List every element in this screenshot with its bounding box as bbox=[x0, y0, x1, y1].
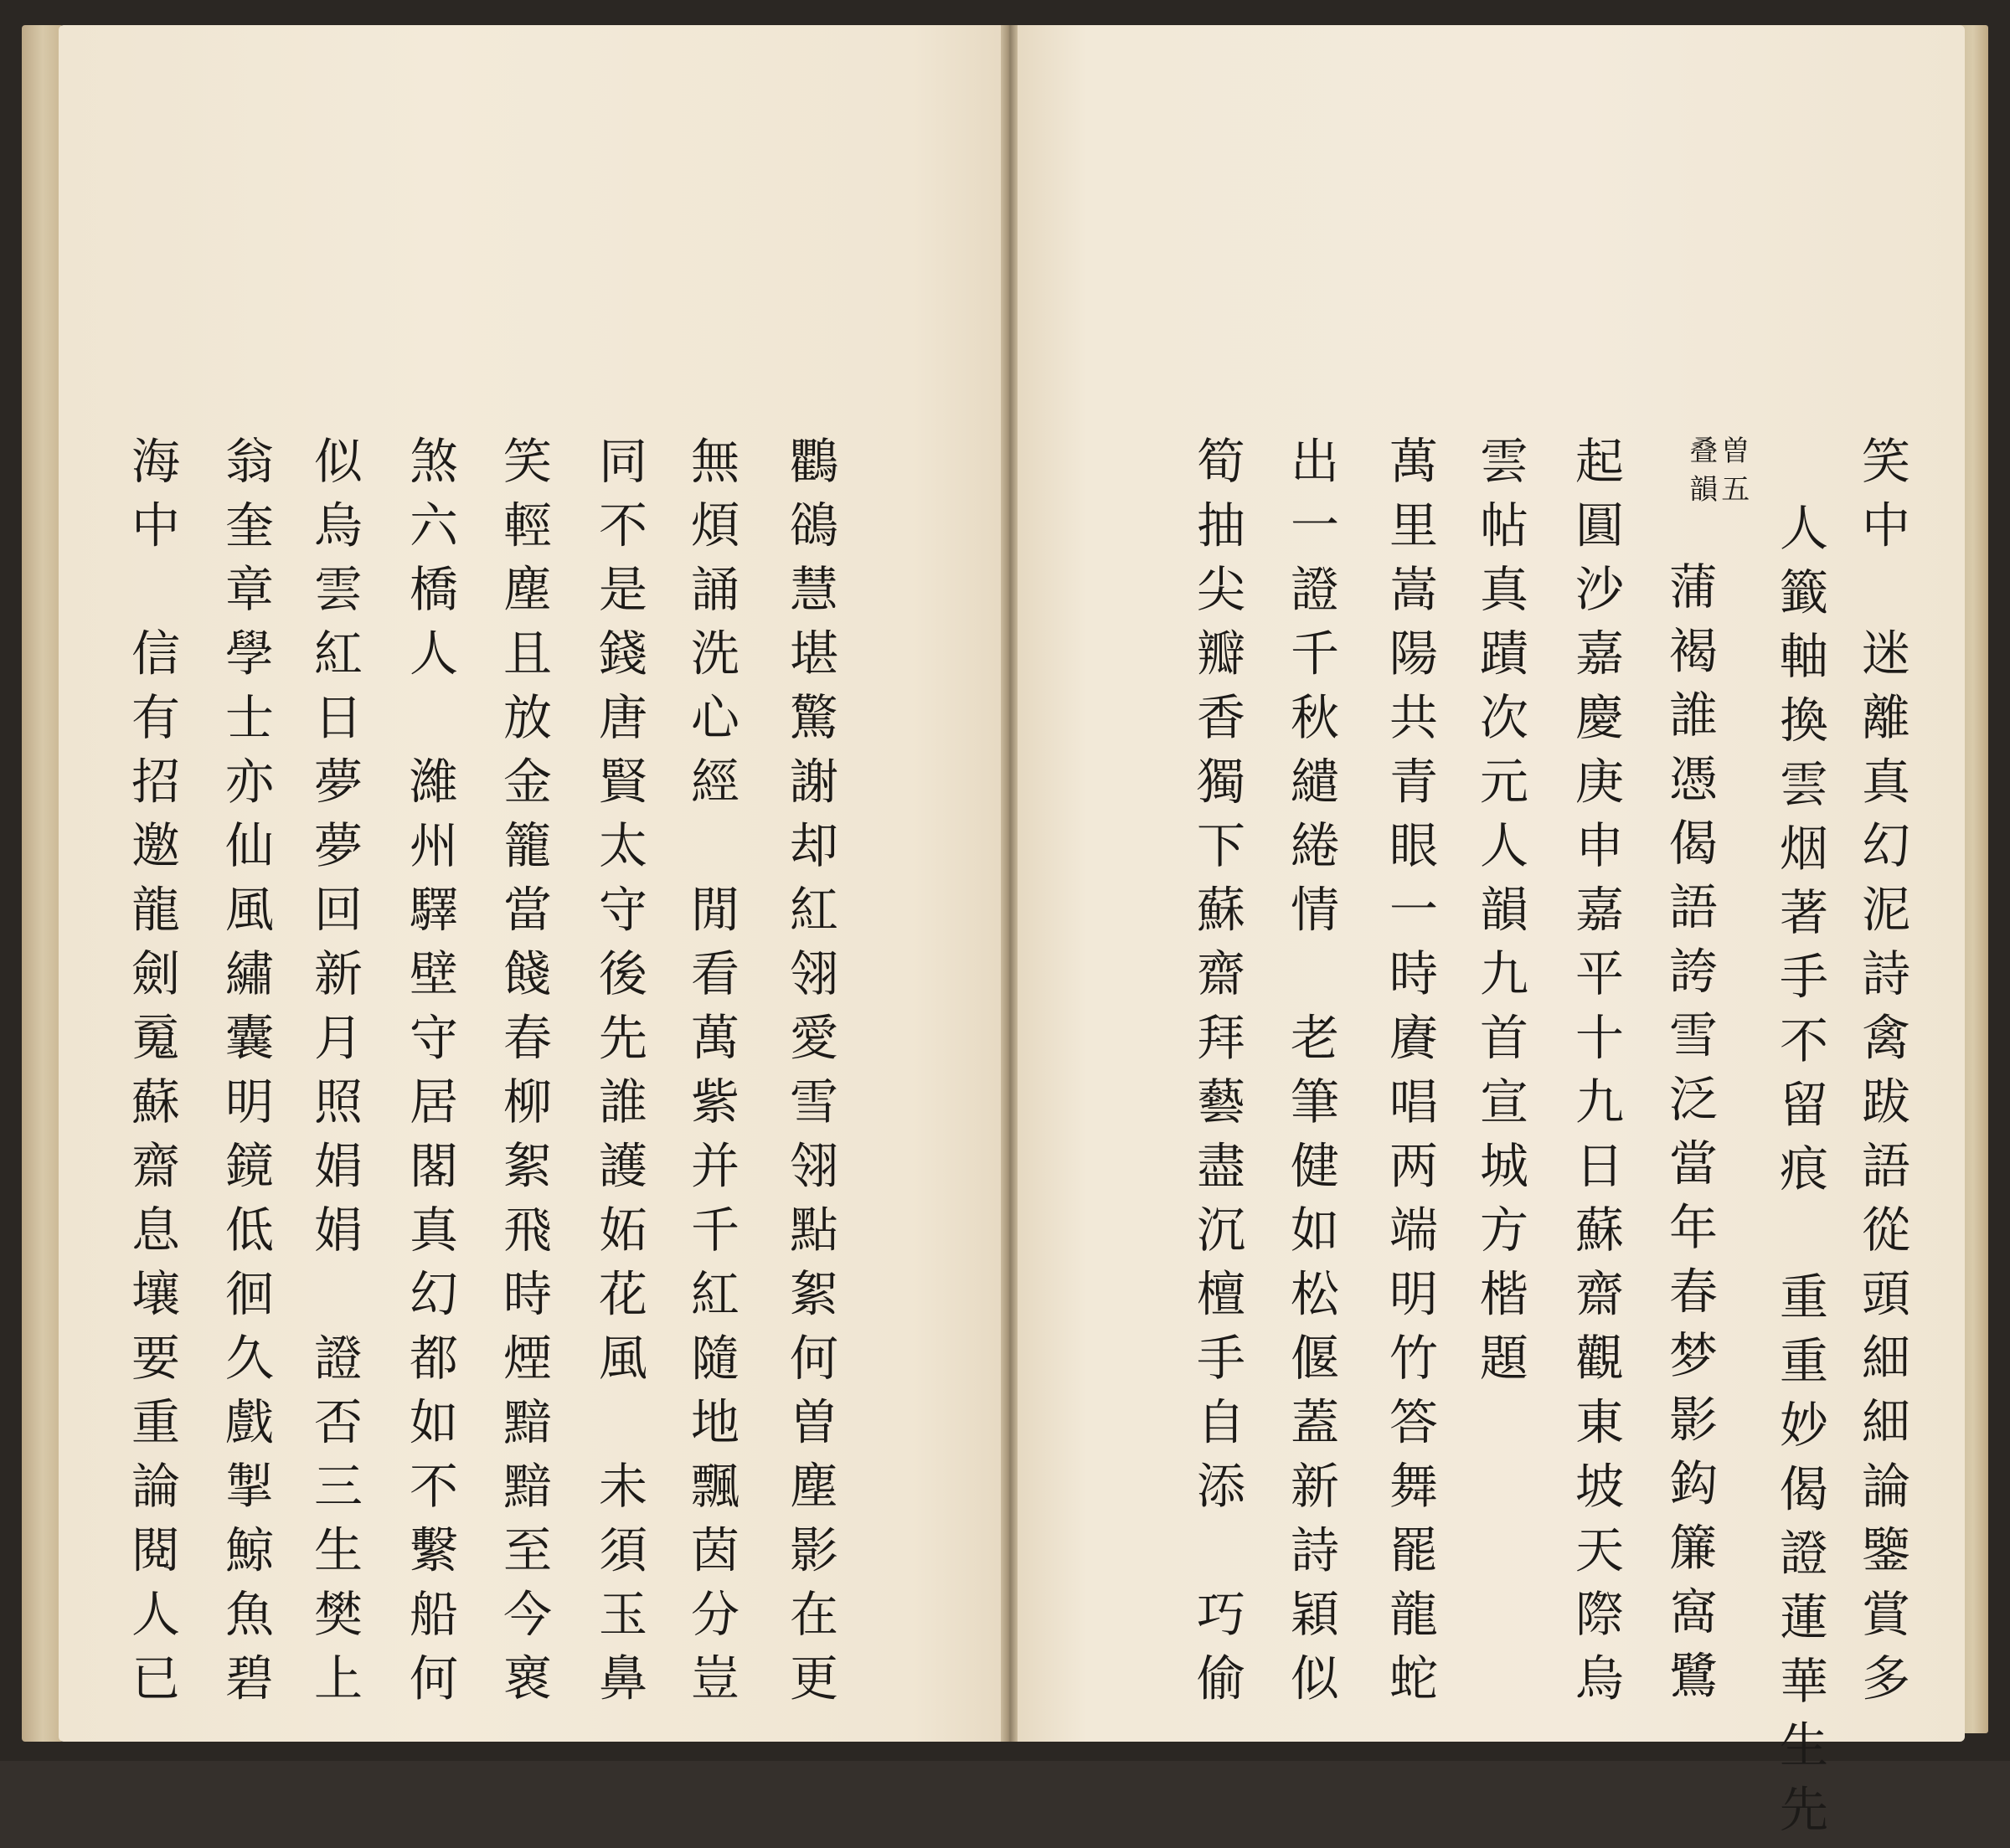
right-column-8: 筍抽尖瓣香獨下蘇齋拜藝盡沉檀手自添 巧偷 bbox=[1188, 435, 1245, 1717]
right-column-3: 蒲褐誰憑偈語誇雪泛當年春梦影鈎簾窩鷺 bbox=[1661, 561, 1718, 1714]
right-column-2: 人籤軸換雲烟著手不留痕 重重妙偈證蓮華生先 bbox=[1771, 502, 1828, 1848]
left-column-1: 鸜鵒慧堪驚謝却紅翎愛雪翎點絮何曽塵影在更 bbox=[781, 435, 838, 1717]
left-page-edge bbox=[22, 25, 64, 1742]
right-column-6: 萬里嵩陽共青眼一時賡唱两端明竹答舞罷龍蛇 bbox=[1381, 435, 1438, 1717]
left-column-5: 煞六橋人 濰州驛壁守居閣真幻都如不繫船何 bbox=[401, 435, 458, 1717]
left-column-2: 無煩誦洗心經 閒看萬紫并千紅隨地飄茵分豈 bbox=[683, 435, 740, 1717]
left-column-8: 海中 信有招邀龍劍䰟蘇齋息壤要重論閱人已 bbox=[123, 435, 180, 1717]
right-column-1: 笑中 迷離真幻泥詩禽跋語從頭細細論鑒賞多 bbox=[1853, 435, 1910, 1717]
right-column-5: 雲帖真蹟次元人韻九首宣城方楷題 bbox=[1471, 435, 1528, 1397]
right-column-7: 出一證千秋繾綣情 老筆健如松偃蓋新詩穎似 bbox=[1282, 435, 1339, 1717]
right-column-4: 起圓沙嘉慶庚申嘉平十九日蘇齋觀東坡天際烏 bbox=[1567, 435, 1624, 1717]
left-column-7: 翁奎章學士亦仙風繡囊明鏡低徊久戲掣鯨魚碧 bbox=[217, 435, 274, 1717]
right-column-3-small-b: 叠韻 bbox=[1683, 435, 1718, 512]
left-column-4: 笑輕塵且放金籠當餞春柳絮飛時煙黯黯至今褱 bbox=[495, 435, 552, 1717]
book-gutter bbox=[1001, 25, 1018, 1742]
right-column-3-small-a: 曽五 bbox=[1715, 435, 1750, 512]
left-column-6: 似烏雲紅日夢夢回新月照娟娟 證否三生樊上 bbox=[306, 435, 363, 1717]
left-column-3: 同不是錢唐賢太守後先誰護妬花風 未須玉鼻 bbox=[590, 435, 647, 1717]
